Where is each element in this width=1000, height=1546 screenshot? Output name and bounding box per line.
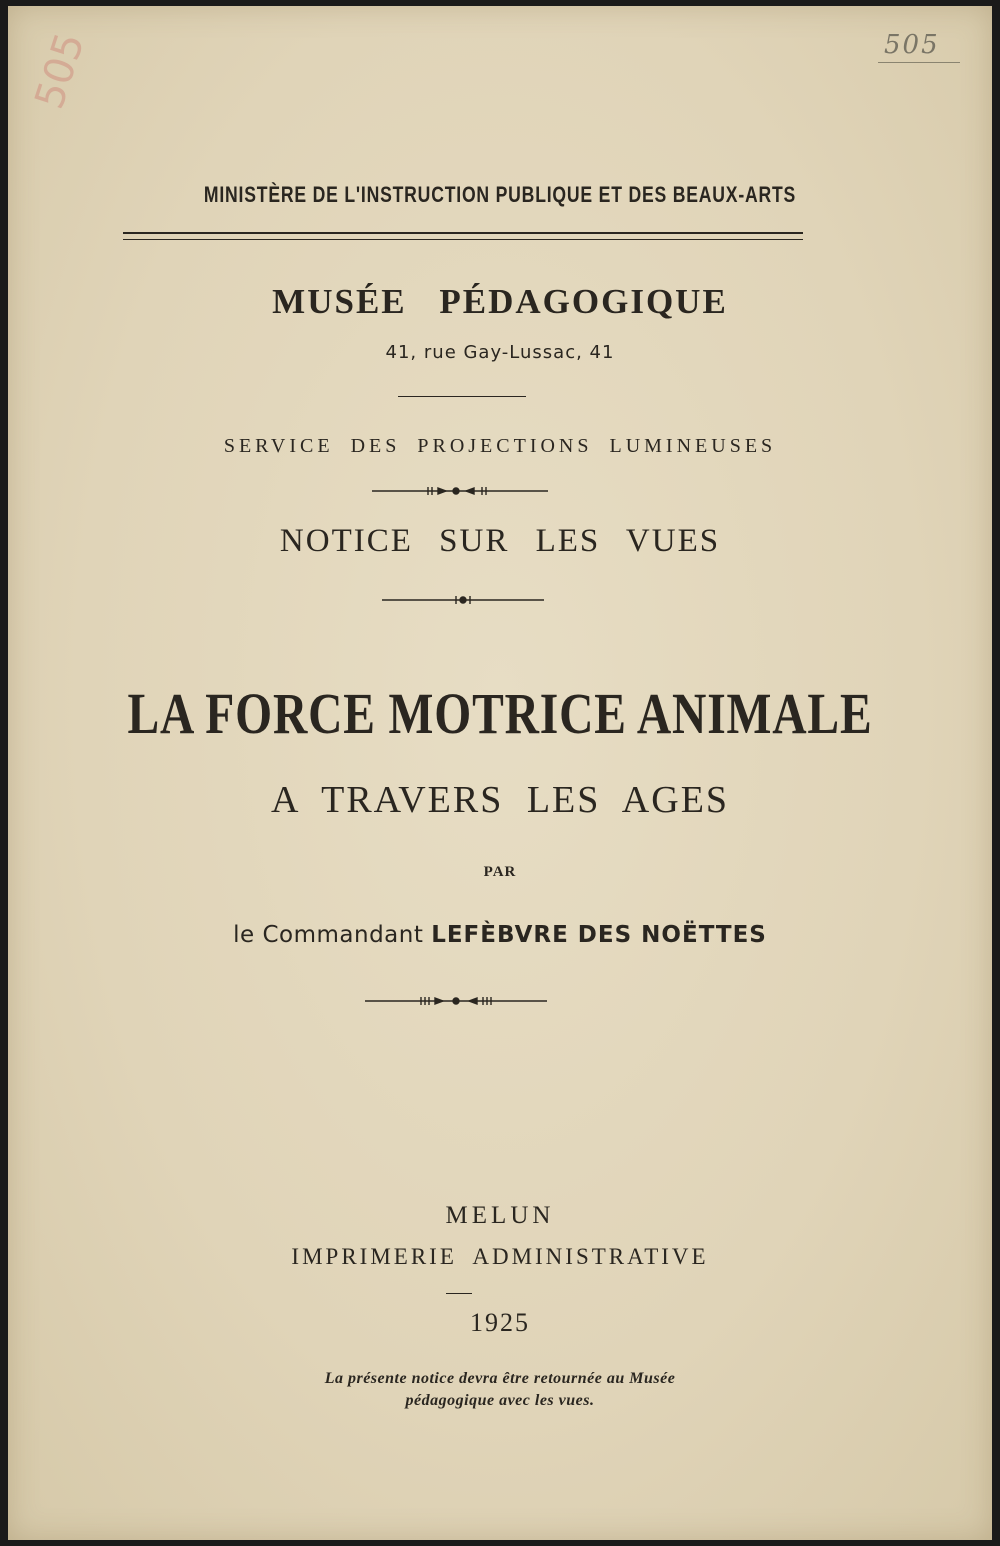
author-line: [0, 922, 1000, 948]
red-pencil-mark: 505: [26, 27, 94, 115]
ornament-divider-3: [365, 994, 547, 1008]
handwritten-catalog-number: 505: [884, 30, 940, 60]
service-title: SERVICE DES PROJECTIONS LUMINEUSES: [223, 435, 777, 457]
author-prefix: le Commandant: [233, 922, 424, 948]
author-name: LEFÈBVRE DES NOËTTES: [431, 922, 767, 948]
return-notice-line-2: pédagogique avec les vues.: [405, 1392, 595, 1409]
tiny-rule-divider: [446, 1293, 472, 1294]
notice-heading: NOTICE SUR LES VUES: [279, 523, 721, 559]
imprint-printer: IMPRIMERIE ADMINISTRATIVE: [291, 1244, 709, 1269]
ornament-divider-1: [372, 484, 548, 498]
catalog-number-underline: [878, 62, 960, 63]
main-title: LA FORCE MOTRICE ANIMALE: [127, 681, 873, 746]
ministry-header: MINISTÈRE DE L'INSTRUCTION PUBLIQUE ET DES BEAUX-ARTS: [203, 182, 797, 207]
imprint-year: 1925: [470, 1308, 530, 1337]
by-label: PAR: [483, 864, 517, 880]
museum-address: 41, rue Gay-Lussac, 41: [385, 342, 615, 363]
return-notice: [0, 1368, 1000, 1412]
double-rule-divider: [123, 232, 803, 240]
short-rule-divider: [398, 396, 526, 397]
subtitle: A TRAVERS LES AGES: [270, 779, 730, 821]
museum-name: MUSÉE PÉDAGOGIQUE: [272, 282, 728, 321]
ornament-divider-2: [382, 594, 544, 606]
return-notice-line-1: La présente notice devra être retournée au Musée: [324, 1370, 676, 1387]
imprint-city: MELUN: [445, 1202, 555, 1229]
